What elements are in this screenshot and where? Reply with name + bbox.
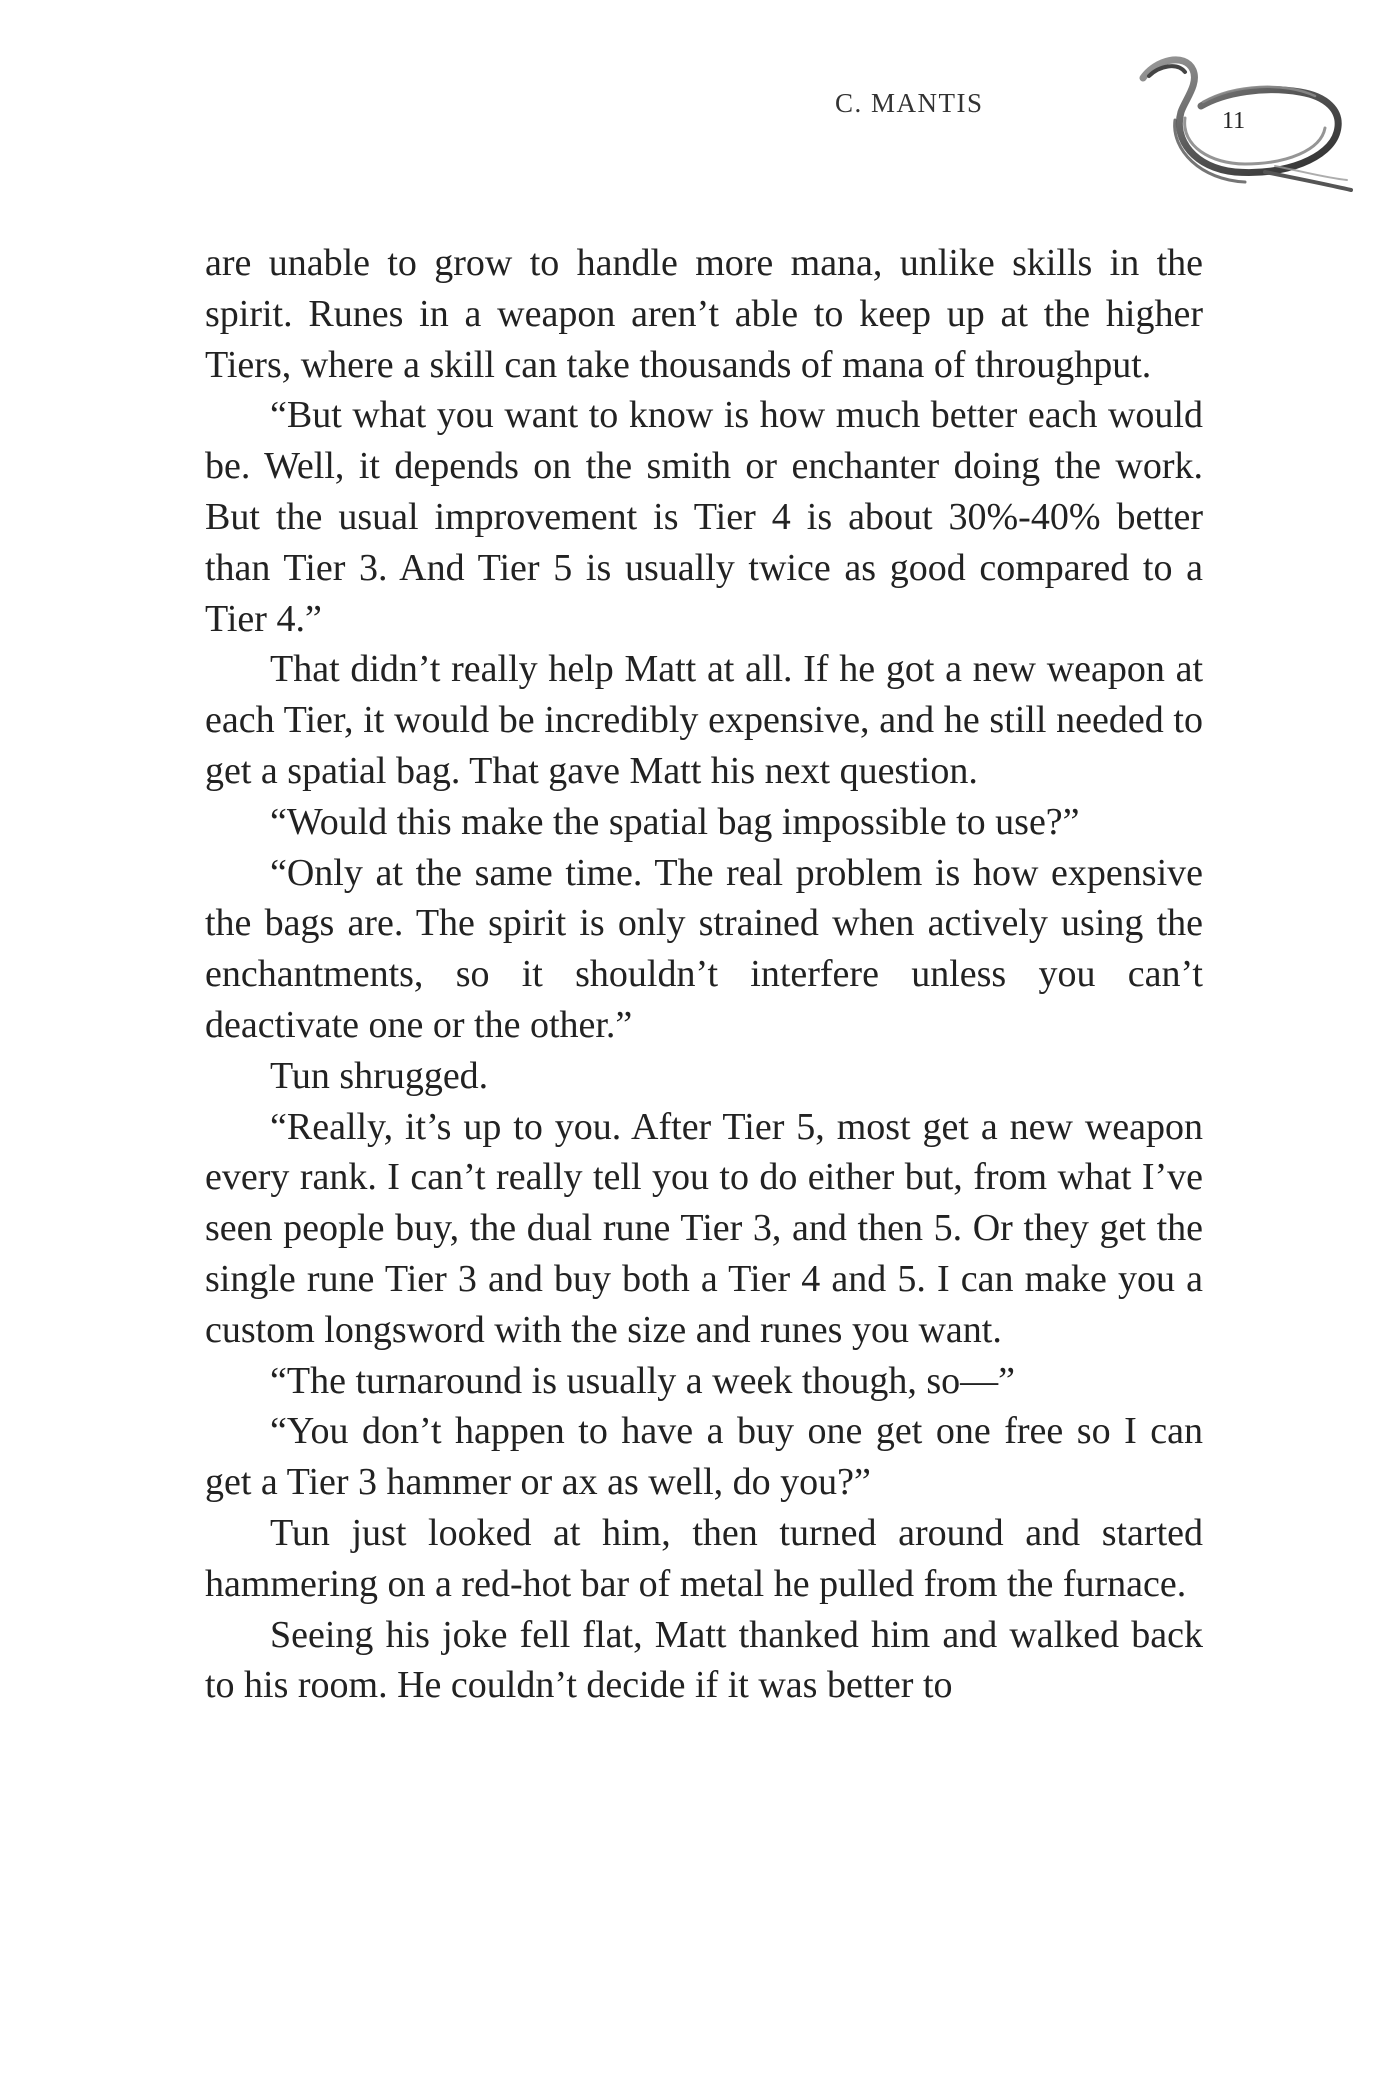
paragraph: “Really, it’s up to you. After Tier 5, most get a new weapon every rank. I can’t really tell you to do either but, from what I’ve seen people buy, the dual rune Tier 3, and then 5. Or they get the single rune Tier 3 and buy both a Tier 4 and 5. I can make you a custom longsword with the size and runes you want. (205, 1105, 1203, 1351)
paragraph: That didn’t really help Matt at all. If he got a new weapon at each Tier, it would be incredibly expensive, and he still needed to get a spatial bag. That gave Matt his next question. (205, 648, 1203, 792)
paragraph: Tun just looked at him, then turned around and started hammering on a red-hot bar of metal he pulled from the furnace. (205, 1511, 1203, 1605)
paragraph: “The turnaround is usually a week though, so—” (270, 1359, 1016, 1402)
paragraph: “Would this make the spatial bag impossible to use?” (270, 800, 1080, 843)
paragraph: Tun shrugged. (270, 1054, 489, 1097)
paragraph: “Only at the same time. The real problem is how expensive the bags are. The spirit is only strained when actively using the enchantments, so it shouldn’t interfere unless you can’t deactivate one or the other.” (205, 851, 1203, 1046)
body-text (205, 238, 1203, 1711)
paragraph: Seeing his joke fell flat, Matt thanked him and walked back to his room. He couldn’t decide if it was better to (205, 1613, 1203, 1707)
paragraph: “You don’t happen to have a buy one get one free so I can get a Tier 3 hammer or ax as well, do you?” (205, 1410, 1203, 1504)
paragraph: are unable to grow to handle more mana, unlike skills in the spirit. Runes in a weapon aren’t able to keep up at the higher Tiers, where a skill can take thousands of mana of throughput. (205, 242, 1203, 386)
page-number: 11 (1222, 108, 1246, 134)
paragraph: “But what you want to know is how much better each would be. Well, it depends on the smith or enchanter doing the work. But the usual improvement is Tier 4 is about 30%-40% better than Tier 3. And Tier 5 is usually twice as good compared to a Tier 4.” (205, 394, 1203, 640)
running-head: C. MANTIS (835, 88, 984, 118)
